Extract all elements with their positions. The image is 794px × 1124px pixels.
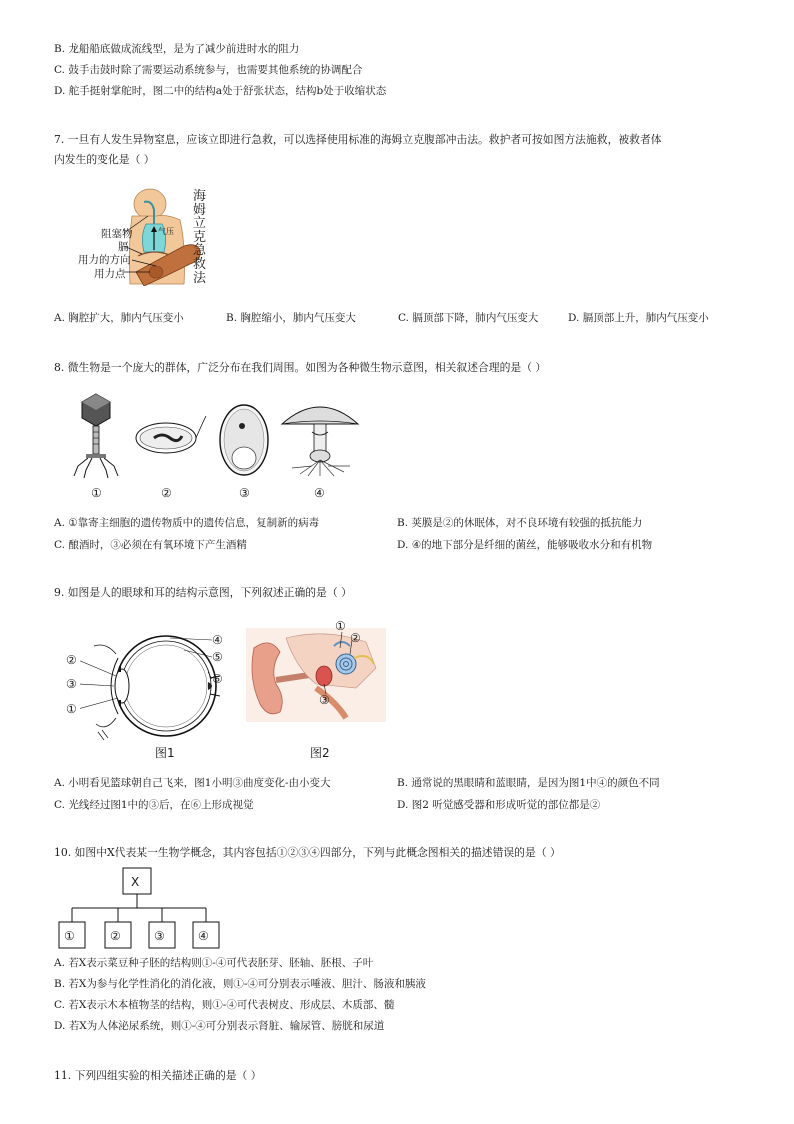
q9-option-a: A. 小明看见篮球朝自己飞来，图1小明③曲度变化-由小变大 [54,777,331,789]
q10-child-1: ① [64,929,75,943]
q8-stem: 8. 微生物是一个庞大的群体，广泛分布在我们周围。如图为各种微生物示意图，相关叙述合理的是（ ） [54,361,547,374]
q10-child-2: ② [110,929,121,943]
q6-option-d: D. 舵手挺射掌舵时，图二中的结构a处于舒张状态，结构b处于收缩状态 [54,85,387,97]
q7-option-d: D. 膈顶部上升，肺内气压变小 [568,312,709,324]
q10-child-4: ④ [198,929,209,943]
q9-option-b: B. 通常说的黑眼睛和蓝眼睛，是因为图1中④的颜色不同 [397,777,660,789]
q9-fig2-label-1: ① [335,619,346,633]
q10-option-b: B. 若X为参与化学性消化的消化液，则①-④可分别表示唾液、胆汁、肠液和胰液 [54,978,426,990]
q10-option-c: C. 若X表示木本植物茎的结构，则①-④可代表树皮、形成层、木质部、髓 [54,999,395,1011]
q8-mushroom-figure [278,396,362,478]
q6-option-b: B. 龙船船底做成流线型，是为了减少前进时水的阻力 [54,43,300,55]
q8-option-d: D. ④的地下部分是纤细的菌丝，能够吸收水分和有机物 [397,539,653,551]
q7-option-b: B. 胸腔缩小，肺内气压变大 [226,312,356,324]
q7-option-c: C. 膈顶部下降，肺内气压变大 [398,312,539,324]
q8-option-a: A. ①靠寄主细胞的遗传物质中的遗传信息，复制新的病毒 [54,517,320,529]
q10-root-node: X [131,875,140,889]
q6-option-c: C. 鼓手击鼓时除了需要运动系统参与，也需要其他系统的协调配合 [54,64,363,76]
q8-bacterium-figure [132,412,212,462]
q7-label-blockage: 阻塞物 [101,228,133,240]
q9-fig2-caption: 图2 [310,746,330,760]
q9-ear-figure [246,628,386,722]
q9-option-c: C. 光线经过图1中的③后，在⑥上形成视觉 [54,799,254,811]
q8-yeast-figure [216,400,272,480]
q7-figure-title-vertical: 海姆立克急救法 [193,189,207,286]
q8-label-1: ① [91,486,102,500]
q7-label-force-direction: 用力的方向 [78,254,131,266]
q9-fig1-label-2: ② [66,653,77,667]
q8-option-c: C. 酿酒时，③必须在有氧环境下产生酒精 [54,539,247,551]
q11-stem: 11. 下列四组实验的相关描述正确的是（ ） [54,1069,262,1082]
q9-fig1-label-4: ④ [212,633,223,647]
q7-label-force-point: 用力点 [94,268,126,280]
q9-fig2-label-2: ② [350,631,361,645]
q10-option-d: D. 若X为人体泌尿系统，则①-④可分别表示肾脏、输尿管、膀胱和尿道 [54,1020,385,1032]
q7-label-air-pressure: 气压 [158,227,174,236]
q8-option-b: B. 荚膜是②的休眠体，对不良环境有较强的抵抗能力 [397,517,643,529]
q7-option-a: A. 胸腔扩大，肺内气压变小 [54,312,184,324]
q9-fig1-caption: 图1 [155,746,175,760]
q7-stem-line2: 内发生的变化是（ ） [54,153,155,166]
q7-stem-line1: 7. 一旦有人发生异物窒息，应该立即进行急救，可以选择使用标准的海姆立克腹部冲击法。救护者可按如图方法施救，被救者体 [54,133,662,146]
q9-fig2-label-3: ③ [319,693,330,707]
q8-label-2: ② [161,486,172,500]
q7-label-diaphragm: 膈 [118,241,129,253]
q9-stem: 9. 如图是人的眼球和耳的结构示意图，下列叙述正确的是（ ） [54,586,352,599]
q8-label-3: ③ [239,486,250,500]
q8-virus-figure [66,390,126,488]
q10-stem: 10. 如图中X代表某一生物学概念，其内容包括①②③④四部分，下列与此概念图相关的描述错误的是（ ） [54,846,561,859]
q10-option-a: A. 若X表示菜豆种子胚的结构则①-④可代表胚芽、胚轴、胚根、子叶 [54,957,374,969]
q9-option-d: D. 图2 听觉感受器和形成听觉的部位都是② [397,799,601,811]
q9-fig1-label-5: ⑤ [212,650,223,664]
q10-child-3: ③ [154,929,165,943]
q9-eye-figure [80,628,220,744]
q8-label-4: ④ [314,486,325,500]
q9-fig1-label-6: ⑥ [212,672,223,686]
q9-fig1-label-1: ① [66,702,77,716]
q9-fig1-label-3: ③ [66,677,77,691]
